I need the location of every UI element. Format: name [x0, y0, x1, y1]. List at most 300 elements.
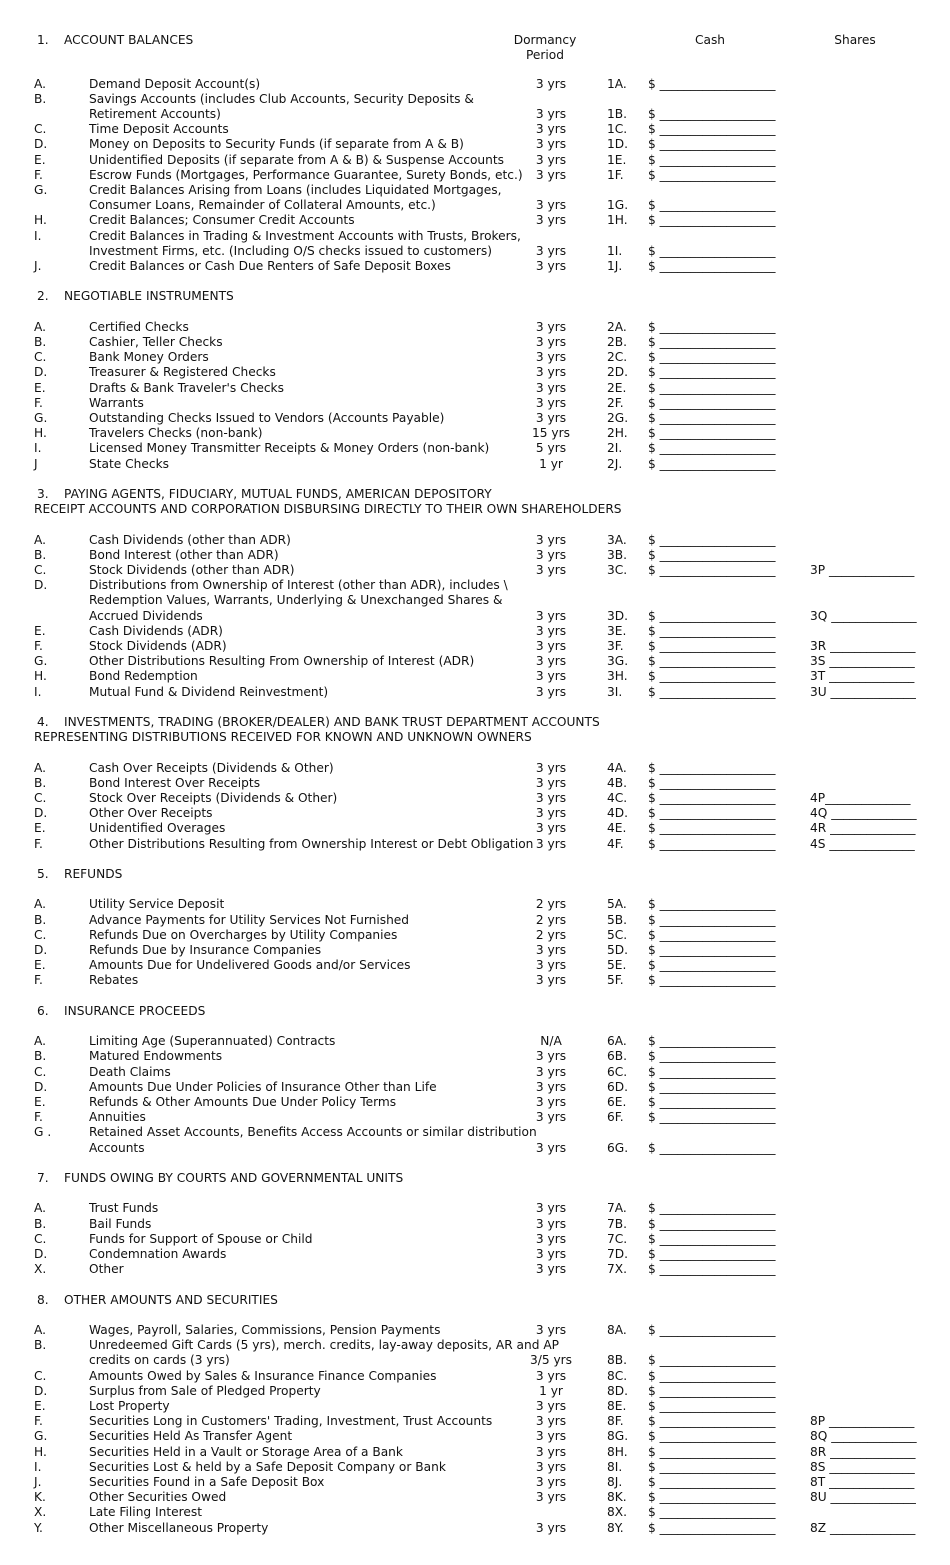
- line-code: 1H.: [607, 213, 628, 228]
- line-letter: D.: [34, 578, 48, 593]
- form-line: [0, 1353, 950, 1368]
- form-line: [0, 837, 950, 852]
- line-description: Credit Balances Arising from Loans (includes Liquidated Mortgages,: [89, 182, 502, 197]
- form-line: [0, 1141, 950, 1156]
- dormancy-period: 3 yrs: [535, 684, 567, 699]
- cash-amount-field[interactable]: $ ___________________: [648, 669, 776, 684]
- section-number: 7.: [37, 1170, 49, 1185]
- section-title: REFUNDS: [64, 866, 123, 881]
- line-letter: E.: [34, 623, 46, 638]
- cash-amount-field[interactable]: $ ___________________: [648, 243, 776, 258]
- shares-field[interactable]: 3T ______________: [810, 669, 915, 684]
- form-line: [0, 1323, 950, 1338]
- line-description: Time Deposit Accounts: [89, 122, 229, 137]
- dormancy-period: 2 yrs: [535, 927, 567, 942]
- cash-amount-field[interactable]: $ ___________________: [648, 426, 776, 441]
- cash-amount-field[interactable]: $ ___________________: [648, 350, 776, 365]
- line-description: Consumer Loans, Remainder of Collateral Amounts, etc.): [89, 198, 436, 213]
- line-code: 4E.: [607, 821, 627, 836]
- line-letter: C.: [34, 790, 47, 805]
- line-letter: G.: [34, 654, 48, 669]
- line-code: 3A.: [607, 532, 627, 547]
- line-code: 1D.: [607, 137, 629, 152]
- line-description: Advance Payments for Utility Services Not Furnished: [89, 912, 410, 927]
- shares-field[interactable]: 3R ______________: [810, 638, 916, 653]
- form-line: [0, 973, 950, 988]
- section-title: ACCOUNT BALANCES: [64, 33, 194, 47]
- form-line: [0, 669, 950, 684]
- line-description: Matured Endowments: [89, 1049, 223, 1064]
- line-description: Credit Balances in Trading & Investment Accounts with Trusts, Brokers,: [89, 228, 521, 243]
- line-code: 3B.: [607, 547, 627, 562]
- shares-field[interactable]: 4S ______________: [810, 836, 915, 851]
- section-title: INSURANCE PROCEEDS: [64, 1003, 206, 1018]
- cash-amount-field[interactable]: $ ___________________: [648, 927, 776, 942]
- section-heading: [0, 487, 950, 502]
- line-letter: D.: [34, 365, 48, 380]
- line-letter: B.: [34, 334, 47, 349]
- line-code: 7A.: [607, 1201, 627, 1216]
- line-description: Funds for Support of Spouse or Child: [89, 1231, 313, 1246]
- dormancy-period: 3 yrs: [535, 1368, 567, 1383]
- line-code: 6C.: [607, 1064, 628, 1079]
- line-description: Trust Funds: [89, 1201, 159, 1216]
- section-title-continued: REPRESENTING DISTRIBUTIONS RECEIVED FOR KNOWN AND UNKNOWN OWNERS: [34, 730, 532, 745]
- line-letter: E.: [34, 1094, 46, 1109]
- cash-amount-field[interactable]: $ ___________________: [648, 806, 776, 821]
- section-number: 6.: [37, 1003, 49, 1018]
- cash-amount-field[interactable]: $ ___________________: [648, 441, 776, 456]
- line-description: Savings Accounts (includes Club Accounts, Security Deposits &: [89, 91, 474, 106]
- shares-field[interactable]: 4R ______________: [810, 821, 916, 836]
- form-line: [0, 92, 950, 107]
- line-description: Certified Checks: [89, 319, 189, 334]
- line-description: Stock Dividends (other than ADR): [89, 562, 295, 577]
- cash-amount-field[interactable]: $ ___________________: [648, 106, 776, 121]
- cash-amount-field[interactable]: $ ___________________: [648, 973, 776, 988]
- cash-amount-field[interactable]: $ ___________________: [648, 380, 776, 395]
- cash-amount-field[interactable]: $ ___________________: [648, 1110, 776, 1125]
- cash-amount-field[interactable]: $ ___________________: [648, 1262, 776, 1277]
- cash-amount-field[interactable]: $ ___________________: [648, 122, 776, 137]
- form-line: [0, 335, 950, 350]
- line-description: Accrued Dividends: [89, 608, 203, 623]
- line-description: Unidentified Deposits (if separate from A & B) & Suspense Accounts: [89, 152, 504, 167]
- line-letter: D.: [34, 942, 48, 957]
- cash-amount-field[interactable]: $ ___________________: [648, 821, 776, 836]
- line-description: Surplus from Sale of Pledged Property: [89, 1383, 321, 1398]
- dormancy-period: 3 yrs: [535, 1262, 567, 1277]
- line-code: 8G.: [607, 1429, 629, 1444]
- dormancy-period: 3 yrs: [535, 608, 567, 623]
- line-letter: A.: [34, 1034, 46, 1049]
- line-code: 3H.: [607, 669, 628, 684]
- dormancy-period: 3 yrs: [535, 106, 567, 121]
- line-description: Demand Deposit Account(s): [89, 76, 261, 91]
- line-description: Mutual Fund & Dividend Reinvestment): [89, 684, 329, 699]
- line-code: 1C.: [607, 122, 628, 137]
- line-code: 8F.: [607, 1414, 624, 1429]
- line-letter: J: [34, 456, 38, 471]
- form-line: [0, 1065, 950, 1080]
- dormancy-period: 1 yr: [539, 456, 563, 471]
- dormancy-period: 3 yrs: [535, 319, 567, 334]
- line-code: 2D.: [607, 365, 629, 380]
- dormancy-period: 3 yrs: [535, 76, 567, 91]
- line-code: 1E.: [607, 152, 627, 167]
- line-letter: F.: [34, 638, 43, 653]
- cash-amount-field[interactable]: $ ___________________: [648, 1444, 776, 1459]
- cash-amount-field[interactable]: $ ___________________: [648, 1246, 776, 1261]
- line-description: Travelers Checks (non-bank): [89, 426, 263, 441]
- line-description: Death Claims: [89, 1064, 171, 1079]
- cash-amount-field[interactable]: $ ___________________: [648, 1414, 776, 1429]
- cash-amount-field[interactable]: $ ___________________: [648, 912, 776, 927]
- form-line: [0, 1110, 950, 1125]
- line-code: 3G.: [607, 654, 629, 669]
- cash-amount-field[interactable]: $ ___________________: [648, 365, 776, 380]
- cash-amount-field[interactable]: $ ___________________: [648, 532, 776, 547]
- cash-amount-field[interactable]: $ ___________________: [648, 152, 776, 167]
- cash-amount-field[interactable]: $ ___________________: [648, 198, 776, 213]
- line-letter: G.: [34, 1429, 48, 1444]
- dormancy-period: N/A: [540, 1034, 562, 1049]
- line-code: 2I.: [607, 441, 623, 456]
- cash-amount-field[interactable]: $ ___________________: [648, 167, 776, 182]
- cash-amount-field[interactable]: $ ___________________: [648, 897, 776, 912]
- line-description: Investment Firms, etc. (Including O/S checks issued to customers): [89, 243, 492, 258]
- form-line: [0, 1201, 950, 1216]
- cash-amount-field[interactable]: $ ___________________: [648, 1094, 776, 1109]
- dormancy-period: 3 yrs: [535, 1490, 567, 1505]
- form-line: [0, 639, 950, 654]
- form-line: [0, 320, 950, 335]
- line-description: Cash Over Receipts (Dividends & Other): [89, 760, 334, 775]
- line-code: 3E.: [607, 623, 627, 638]
- line-description: Treasurer & Registered Checks: [89, 365, 276, 380]
- shares-field[interactable]: 4Q ______________: [810, 806, 917, 821]
- cash-amount-field[interactable]: $ ___________________: [648, 1490, 776, 1505]
- cash-amount-field[interactable]: $ ___________________: [648, 942, 776, 957]
- cash-amount-field[interactable]: $ ___________________: [648, 623, 776, 638]
- line-description: Refunds Due by Insurance Companies: [89, 942, 322, 957]
- form-line: [0, 791, 950, 806]
- section-title: INVESTMENTS, TRADING (BROKER/DEALER) AND BANK TRUST DEPARTMENT ACCOUNTS: [64, 714, 600, 729]
- form-line: [0, 198, 950, 213]
- cash-amount-field[interactable]: $ ___________________: [648, 608, 776, 623]
- cash-amount-field[interactable]: $ ___________________: [648, 1049, 776, 1064]
- cash-amount-field[interactable]: $ ___________________: [648, 334, 776, 349]
- cash-amount-field[interactable]: $ ___________________: [648, 760, 776, 775]
- shares-field[interactable]: 8Q ______________: [810, 1429, 917, 1444]
- cash-amount-field[interactable]: $ ___________________: [648, 562, 776, 577]
- dormancy-period: 3 yrs: [535, 532, 567, 547]
- line-letter: D.: [34, 1079, 48, 1094]
- line-letter: F.: [34, 973, 43, 988]
- line-letter: F.: [34, 1414, 43, 1429]
- line-description: Distributions from Ownership of Interest (other than ADR), includes \: [89, 578, 508, 593]
- cash-amount-field[interactable]: $ ___________________: [648, 1353, 776, 1368]
- dormancy-period: 3 yrs: [535, 213, 567, 228]
- dormancy-period: 5 yrs: [535, 441, 567, 456]
- form-line: [0, 107, 950, 122]
- dormancy-period: 3 yrs: [535, 1459, 567, 1474]
- dormancy-period: 3 yrs: [535, 1231, 567, 1246]
- dormancy-period: 3 yrs: [535, 547, 567, 562]
- cash-amount-field[interactable]: $ ___________________: [648, 213, 776, 228]
- cash-amount-field[interactable]: $ ___________________: [648, 258, 776, 273]
- form-line: [0, 578, 950, 593]
- dormancy-period: 3 yrs: [535, 198, 567, 213]
- form-line: [0, 593, 950, 608]
- cash-amount-field[interactable]: $ ___________________: [648, 958, 776, 973]
- line-code: 2C.: [607, 350, 628, 365]
- form-line: [0, 958, 950, 973]
- line-description: Cashier, Teller Checks: [89, 334, 223, 349]
- cash-amount-field[interactable]: $ ___________________: [648, 1322, 776, 1337]
- cash-amount-field[interactable]: $ ___________________: [648, 790, 776, 805]
- line-letter: G .: [34, 1125, 52, 1140]
- section-title: NEGOTIABLE INSTRUMENTS: [64, 289, 234, 304]
- cash-amount-field[interactable]: $ ___________________: [648, 1140, 776, 1155]
- cash-amount-field[interactable]: $ ___________________: [648, 1398, 776, 1413]
- line-letter: H.: [34, 213, 47, 228]
- form-line: [0, 806, 950, 821]
- cash-amount-field[interactable]: $ ___________________: [648, 456, 776, 471]
- line-description: Refunds & Other Amounts Due Under Policy Terms: [89, 1094, 397, 1109]
- line-code: 2J.: [607, 456, 623, 471]
- form-line: [0, 685, 950, 700]
- dormancy-period: 3 yrs: [535, 1094, 567, 1109]
- dormancy-period: 3 yrs: [535, 1474, 567, 1489]
- line-description: Licensed Money Transmitter Receipts & Money Orders (non-bank): [89, 441, 490, 456]
- cash-amount-field[interactable]: $ ___________________: [648, 1383, 776, 1398]
- line-code: 4F.: [607, 836, 624, 851]
- shares-field[interactable]: 3S ______________: [810, 654, 915, 669]
- cash-amount-field[interactable]: $ ___________________: [648, 1429, 776, 1444]
- cash-amount-field[interactable]: $ ___________________: [648, 1474, 776, 1489]
- line-description: Annuities: [89, 1110, 146, 1125]
- line-description: Accounts: [89, 1140, 145, 1155]
- dormancy-period: 1 yr: [539, 1383, 563, 1398]
- line-letter: G.: [34, 410, 48, 425]
- form-line: [0, 1262, 950, 1277]
- dormancy-period: 3 yrs: [535, 623, 567, 638]
- section-heading: [0, 289, 950, 304]
- dormancy-period: 3 yrs: [535, 137, 567, 152]
- section-heading: [0, 730, 950, 745]
- line-code: 8J.: [607, 1474, 623, 1489]
- dormancy-period: 3 yrs: [535, 669, 567, 684]
- form-line: [0, 426, 950, 441]
- line-code: 8C.: [607, 1368, 628, 1383]
- line-description: Redemption Values, Warrants, Underlying & Unexchanged Shares &: [89, 593, 503, 608]
- section-heading: [0, 502, 950, 517]
- shares-field[interactable]: 8R ______________: [810, 1444, 916, 1459]
- line-letter: X.: [34, 1505, 47, 1520]
- form-line: [0, 1338, 950, 1353]
- section-title: OTHER AMOUNTS AND SECURITIES: [64, 1292, 278, 1307]
- cash-amount-field[interactable]: $ ___________________: [648, 76, 776, 91]
- shares-field[interactable]: 8S ______________: [810, 1459, 915, 1474]
- form-line: [0, 396, 950, 411]
- form-line: [0, 153, 950, 168]
- cash-amount-field[interactable]: $ ___________________: [648, 547, 776, 562]
- cash-amount-field[interactable]: $ ___________________: [648, 1079, 776, 1094]
- line-letter: A.: [34, 1201, 46, 1216]
- line-letter: E.: [34, 1398, 46, 1413]
- form-line: [0, 609, 950, 624]
- line-letter: B.: [34, 775, 47, 790]
- line-letter: B.: [34, 1049, 47, 1064]
- line-code: 3D.: [607, 608, 629, 623]
- line-code: 1A.: [607, 76, 627, 91]
- shares-field[interactable]: 3U ______________: [810, 684, 916, 699]
- dormancy-period: 3 yrs: [535, 1429, 567, 1444]
- line-description: Securities Long in Customers' Trading, Investment, Trust Accounts: [89, 1414, 493, 1429]
- form-line: [0, 1217, 950, 1232]
- line-description: Securities Held As Transfer Agent: [89, 1429, 293, 1444]
- line-code: 5D.: [607, 942, 629, 957]
- form-line: [0, 457, 950, 472]
- line-code: 8Y.: [607, 1520, 624, 1535]
- line-description: Refunds Due on Overcharges by Utility Companies: [89, 927, 398, 942]
- form-line: [0, 244, 950, 259]
- dormancy-period: 3 yrs: [535, 654, 567, 669]
- shares-field[interactable]: 3P ______________: [810, 562, 915, 577]
- form-line: [0, 122, 950, 137]
- cash-amount-field[interactable]: $ ___________________: [648, 1216, 776, 1231]
- dormancy-period: 3 yrs: [535, 350, 567, 365]
- cash-amount-field[interactable]: $ ___________________: [648, 410, 776, 425]
- line-code: 2F.: [607, 395, 624, 410]
- line-letter: H.: [34, 669, 47, 684]
- line-code: 4A.: [607, 760, 627, 775]
- section-number: 4.: [37, 714, 49, 729]
- form-line: [0, 1429, 950, 1444]
- line-code: 8I.: [607, 1459, 623, 1474]
- dormancy-period: 3 yrs: [535, 410, 567, 425]
- line-description: Bank Money Orders: [89, 350, 209, 365]
- cash-amount-field[interactable]: $ ___________________: [648, 1520, 776, 1535]
- line-description: Amounts Owed by Sales & Insurance Finance Companies: [89, 1368, 437, 1383]
- form-line: [0, 77, 950, 92]
- line-description: Bond Interest Over Receipts: [89, 775, 261, 790]
- line-letter: B.: [34, 91, 47, 106]
- line-description: Other Over Receipts: [89, 806, 213, 821]
- dormancy-period: 3 yrs: [535, 942, 567, 957]
- dormancy-period: 3 yrs: [535, 1049, 567, 1064]
- shares-field[interactable]: 8T ______________: [810, 1474, 915, 1489]
- line-letter: E.: [34, 958, 46, 973]
- dormancy-period: 3 yrs: [535, 973, 567, 988]
- line-code: 3C.: [607, 562, 628, 577]
- form-line: [0, 1445, 950, 1460]
- form-line: [0, 137, 950, 152]
- line-letter: H.: [34, 426, 47, 441]
- dormancy-period: 3 yrs: [535, 958, 567, 973]
- shares-field[interactable]: 3Q ______________: [810, 608, 917, 623]
- line-description: Warrants: [89, 395, 144, 410]
- cash-amount-field[interactable]: $ ___________________: [648, 137, 776, 152]
- form-line: [0, 183, 950, 198]
- line-code: 4D.: [607, 806, 629, 821]
- section-heading: [0, 715, 950, 730]
- cash-amount-field[interactable]: $ ___________________: [648, 1064, 776, 1079]
- form-line: [0, 654, 950, 669]
- line-code: 8D.: [607, 1383, 629, 1398]
- line-description: Condemnation Awards: [89, 1246, 227, 1261]
- dormancy-period: 3 yrs: [535, 243, 567, 258]
- cash-amount-field[interactable]: $ ___________________: [648, 684, 776, 699]
- cash-amount-field[interactable]: $ ___________________: [648, 1201, 776, 1216]
- line-description: Lost Property: [89, 1398, 170, 1413]
- dormancy-period: 3 yrs: [535, 1201, 567, 1216]
- cash-amount-field[interactable]: $ ___________________: [648, 1459, 776, 1474]
- cash-amount-field[interactable]: $ ___________________: [648, 1368, 776, 1383]
- dormancy-period: 2 yrs: [535, 897, 567, 912]
- dormancy-period: 3 yrs: [535, 334, 567, 349]
- dormancy-period: 3 yrs: [535, 790, 567, 805]
- line-letter: F.: [34, 395, 43, 410]
- form-line: [0, 1369, 950, 1384]
- line-description: Money on Deposits to Security Funds (if separate from A & B): [89, 137, 464, 152]
- cash-amount-field[interactable]: $ ___________________: [648, 775, 776, 790]
- line-description: Securities Found in a Safe Deposit Box: [89, 1474, 325, 1489]
- line-letter: C.: [34, 562, 47, 577]
- form-line: [0, 213, 950, 228]
- line-letter: E.: [34, 380, 46, 395]
- form-line: [0, 350, 950, 365]
- line-letter: E.: [34, 152, 46, 167]
- line-code: 6D.: [607, 1079, 629, 1094]
- cash-amount-field[interactable]: $ ___________________: [648, 1231, 776, 1246]
- line-description: Other: [89, 1262, 124, 1277]
- shares-field[interactable]: 8U ______________: [810, 1490, 916, 1505]
- line-code: 1B.: [607, 106, 627, 121]
- shares-field[interactable]: 4P______________: [810, 790, 911, 805]
- cash-amount-field[interactable]: $ ___________________: [648, 638, 776, 653]
- form-line: [0, 1521, 950, 1536]
- cash-amount-field[interactable]: $ ___________________: [648, 1505, 776, 1520]
- section-heading: [0, 1293, 950, 1308]
- cash-amount-field[interactable]: $ ___________________: [648, 319, 776, 334]
- line-description: State Checks: [89, 456, 169, 471]
- section-number: 8.: [37, 1292, 49, 1307]
- shares-field[interactable]: 8Z ______________: [810, 1520, 916, 1535]
- form-line: [0, 897, 950, 912]
- section-number: 2.: [37, 289, 49, 304]
- cash-amount-field[interactable]: $ ___________________: [648, 1034, 776, 1049]
- dormancy-header-line2: Period: [525, 48, 564, 62]
- dormancy-period: 3 yrs: [535, 1414, 567, 1429]
- form-line: [0, 776, 950, 791]
- line-description: Other Miscellaneous Property: [89, 1520, 269, 1535]
- dormancy-period: 3 yrs: [535, 775, 567, 790]
- form-line: [0, 1460, 950, 1475]
- cash-amount-field[interactable]: $ ___________________: [648, 836, 776, 851]
- shares-field[interactable]: 8P ______________: [810, 1414, 915, 1429]
- dormancy-period: 3 yrs: [535, 1079, 567, 1094]
- cash-amount-field[interactable]: $ ___________________: [648, 654, 776, 669]
- line-letter: D.: [34, 137, 48, 152]
- form-line: [0, 259, 950, 274]
- dormancy-period: 15 yrs: [532, 426, 570, 441]
- cash-amount-field[interactable]: $ ___________________: [648, 395, 776, 410]
- line-code: 5C.: [607, 927, 628, 942]
- form-line: [0, 1505, 950, 1520]
- line-letter: I.: [34, 684, 42, 699]
